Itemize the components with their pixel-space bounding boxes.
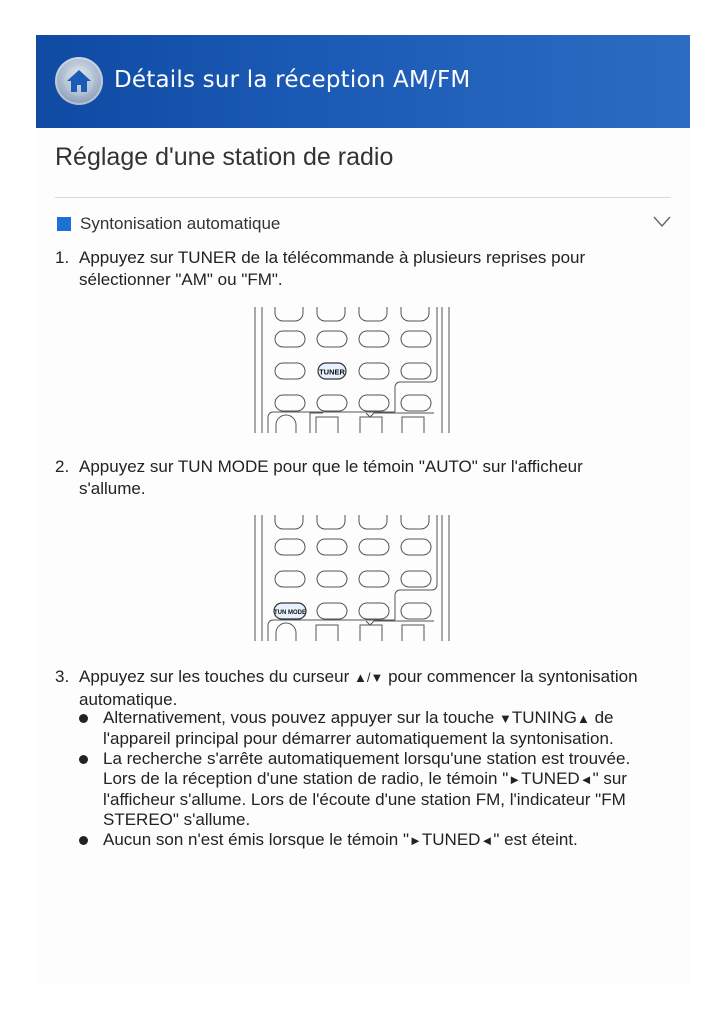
step-number: 2. (55, 457, 70, 476)
home-button[interactable] (55, 57, 103, 105)
arrow-up-icon: ▲ (577, 711, 590, 726)
header-banner (36, 35, 690, 128)
arrow-left-icon: ◄ (579, 772, 593, 787)
step-text-line: sélectionner "AM" ou "FM". (79, 270, 283, 289)
arrow-left-icon: ◄ (480, 833, 494, 848)
step-number: 3. (55, 667, 70, 686)
chevron-down-icon[interactable] (653, 216, 671, 228)
section-marker-icon (57, 217, 71, 231)
arrow-right-icon: ► (508, 772, 522, 787)
remote-illustration-tuner (252, 307, 452, 433)
arrow-right-icon: ► (409, 833, 422, 848)
tun-mode-key-label: TUN MODE (274, 610, 306, 616)
arrow-down-icon: ▼ (498, 711, 512, 726)
tuner-key-label: TUNER (319, 367, 345, 377)
step-text-line: Appuyez sur TUN MODE pour que le témoin "AUTO" sur l'afficheur (79, 457, 583, 476)
bullet-dot-icon (79, 836, 88, 845)
bullet-dot-icon (79, 714, 88, 723)
section-header[interactable] (55, 214, 671, 236)
remote-illustration-tun-mode (252, 515, 452, 641)
section-title: Syntonisation automatique (80, 214, 281, 233)
home-icon (63, 65, 95, 97)
step-text-line: Appuyez sur TUNER de la télécommande à plusieurs reprises pour (79, 248, 586, 267)
step-text-line: s'allume. (79, 479, 146, 498)
header-title: Détails sur la réception AM/FM (114, 67, 471, 93)
step-number: 1. (55, 248, 70, 267)
page-title: Réglage d'une station de radio (55, 143, 394, 171)
page: Détails sur la réception AM/FM Réglage d'une station de radio Syntonisation automatique 1. Appuyez sur TUNER de la télécommande à plusieurs reprises pour sélectionner "AM" ou "FM". TUNER 2. Appuyez sur TUN MODE pour que le témoin "AUTO" sur l'afficheur s'allume. TUN MODE 3. Appuyez sur les touches du curseur ▲/▼ pour commencer la syntonisation automatique. Alternativement, vous pouvez appuyer sur la touche ▼TUNING▲ de l'appareil principal pour démarrer automatiquement la syntonisation. La recherche s'arrête automatiquement lorsqu'une station est trouvée. Lors de la réception d'une station de radio, le témoin "►TUNED◄" sur l'afficheur s'allume. Lors de l'écoute d'une station FM, l'indicateur "FM STEREO" s'allume. Aucun son n'est émis lorsque le témoin "►TUNED◄" est éteint. (36, 35, 690, 985)
cursor-arrows-icon: ▲/▼ (353, 670, 384, 685)
bullet-dot-icon (79, 755, 88, 764)
divider (55, 197, 671, 198)
step-text-line: automatique. (79, 690, 178, 709)
step-text-line: Appuyez sur les touches du curseur ▲/▼ pour commencer la syntonisation (79, 667, 638, 686)
